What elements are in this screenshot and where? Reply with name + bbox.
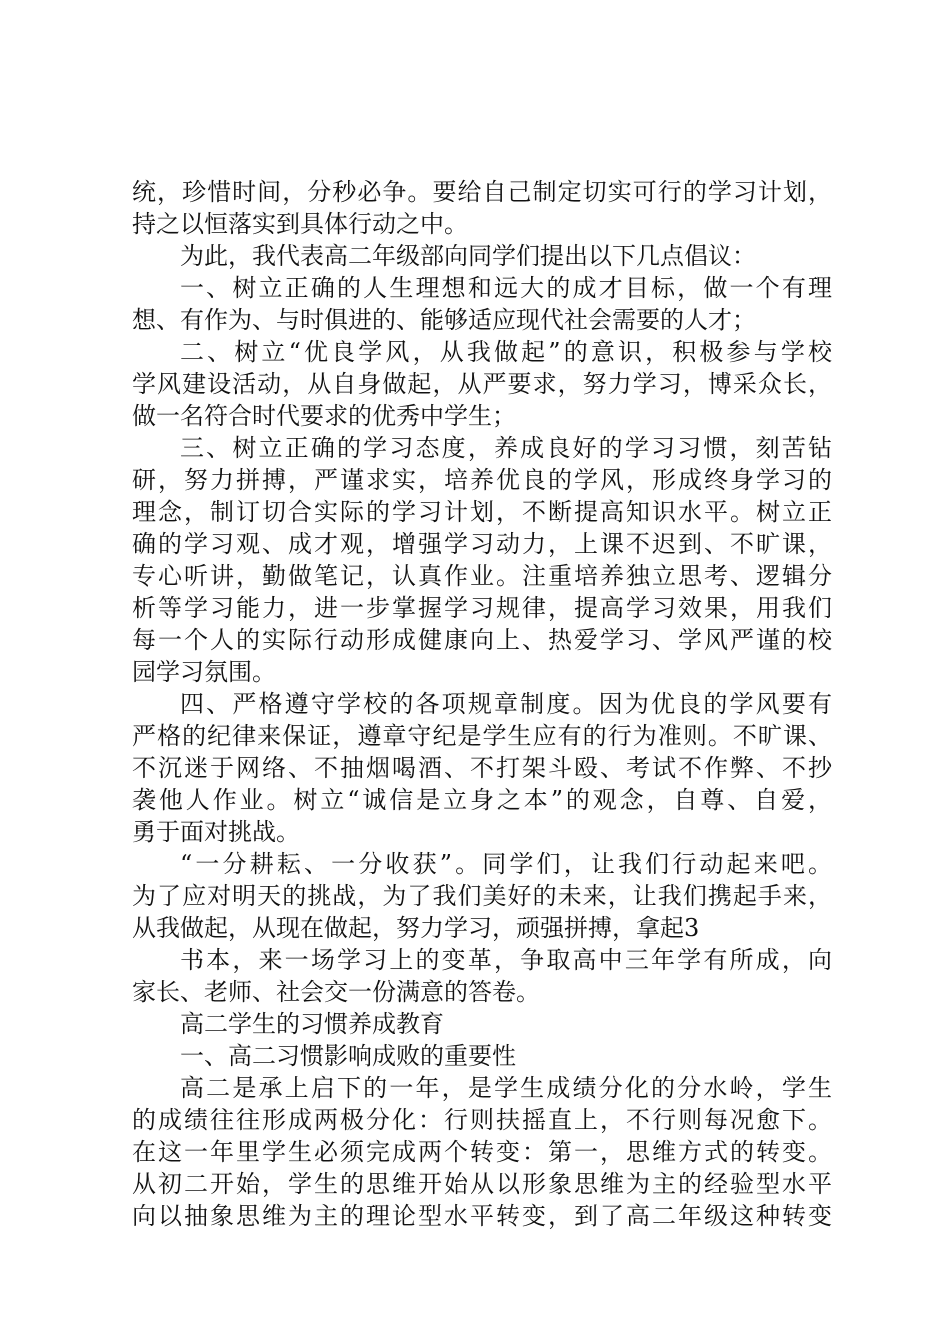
text-line: 二、树立“优良学风，从我做起”的意识，积极参与学校 bbox=[180, 338, 832, 366]
text-line: 四、严格遵守学校的各项规章制度。因为优良的学风要有 bbox=[180, 690, 832, 718]
text-line: 理念，制订切合实际的学习计划，不断提高知识水平。树立正 bbox=[132, 498, 832, 526]
document-body bbox=[132, 176, 832, 1232]
text-line: 研，努力拼搏，严谨求实，培养优良的学风，形成终身学习的 bbox=[132, 466, 832, 494]
text-line: 勇于面对挑战。 bbox=[132, 818, 300, 846]
text-line: 统，珍惜时间，分秒必争。要给自己制定切实可行的学习计划， bbox=[132, 178, 832, 206]
text-line: 向以抽象思维为主的理论型水平转变，到了高二年级这种转变 bbox=[132, 1202, 832, 1230]
text-line: 为此，我代表高二年级部向同学们提出以下几点倡议： bbox=[180, 242, 756, 270]
text-line: 为了应对明天的挑战，为了我们美好的未来，让我们携起手来， bbox=[132, 882, 832, 910]
text-line: 高二是承上启下的一年，是学生成绩分化的分水岭，学生 bbox=[180, 1074, 832, 1102]
text-line: 确的学习观、成才观，增强学习动力，上课不迟到、不旷课， bbox=[132, 530, 832, 558]
text-line: “一分耕耘、一分收获”。同学们，让我们行动起来吧。 bbox=[180, 850, 832, 878]
text-line: 园学习氛围。 bbox=[132, 658, 276, 686]
text-line: 从我做起，从现在做起，努力学习，顽强拼搏，拿起3 bbox=[132, 914, 700, 942]
text-line: 一、树立正确的人生理想和远大的成才目标，做一个有理 bbox=[180, 274, 832, 302]
text-line: 严格的纪律来保证，遵章守纪是学生应有的行为准则。不旷课、 bbox=[132, 722, 832, 750]
text-line: 专心听讲，勤做笔记，认真作业。注重培养独立思考、逻辑分 bbox=[132, 562, 832, 590]
text-line: 做一名符合时代要求的优秀中学生； bbox=[132, 402, 516, 430]
text-line: 袭他人作业。树立“诚信是立身之本”的观念，自尊、自爱， bbox=[132, 786, 832, 814]
text-line: 在这一年里学生必须完成两个转变：第一，思维方式的转变。 bbox=[132, 1138, 832, 1166]
text-line: 家长、老师、社会交一份满意的答卷。 bbox=[132, 978, 540, 1006]
text-line: 析等学习能力，进一步掌握学习规律，提高学习效果，用我们 bbox=[132, 594, 832, 622]
text-line: 持之以恒落实到具体行动之中。 bbox=[132, 210, 468, 238]
text-line: 学风建设活动，从自身做起，从严要求，努力学习，博采众长， bbox=[132, 370, 832, 398]
text-line: 想、有作为、与时俱进的、能够适应现代社会需要的人才； bbox=[132, 306, 756, 334]
text-line: 的成绩往往形成两极分化：行则扶摇直上，不行则每况愈下。 bbox=[132, 1106, 832, 1134]
subsection-heading: 一、高二习惯影响成败的重要性 bbox=[180, 1042, 516, 1070]
text-line: 不沉迷于网络、不抽烟喝酒、不打架斗殴、考试不作弊、不抄 bbox=[132, 754, 832, 782]
section-heading: 高二学生的习惯养成教育 bbox=[180, 1010, 444, 1038]
text-line: 从初二开始，学生的思维开始从以形象思维为主的经验型水平 bbox=[132, 1170, 832, 1198]
text-line: 书本，来一场学习上的变革，争取高中三年学有所成，向 bbox=[180, 946, 832, 974]
text-line: 三、树立正确的学习态度，养成良好的学习习惯，刻苦钻 bbox=[180, 434, 832, 462]
text-line: 每一个人的实际行动形成健康向上、热爱学习、学风严谨的校 bbox=[132, 626, 832, 654]
